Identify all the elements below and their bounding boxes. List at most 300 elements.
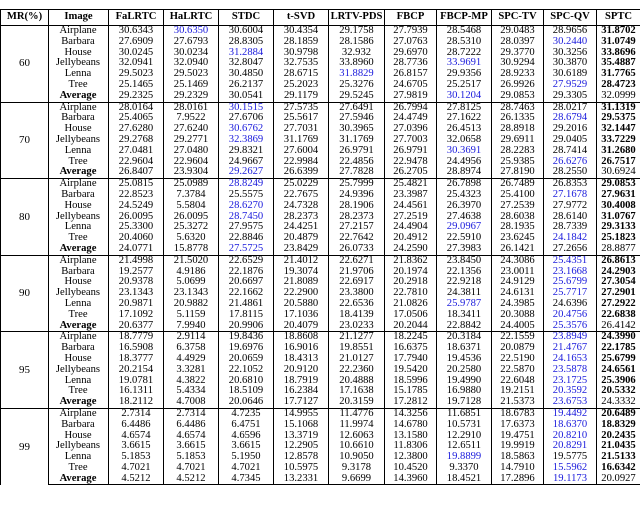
header-row	[1, 10, 640, 26]
average-row	[1, 244, 640, 255]
value-cell: 30.6762	[219, 124, 274, 135]
value-cell: 30.4850	[219, 69, 274, 80]
value-cell: 29.5245	[329, 91, 385, 102]
value-cell: 25.1469	[164, 80, 219, 91]
image-name-cell: Airplane	[49, 255, 109, 266]
header-mr: MR(%)	[1, 10, 49, 26]
value-cell: 11.6851	[437, 408, 492, 419]
value-cell: 25.6799	[597, 354, 640, 365]
value-cell: 25.1823	[597, 233, 640, 244]
value-cell: 7.3784	[164, 190, 219, 201]
value-cell: 20.6489	[597, 408, 640, 419]
value-cell: 31.8829	[329, 69, 385, 80]
value-cell: 21.4012	[274, 255, 329, 266]
value-cell: 5.1950	[219, 452, 274, 463]
value-cell: 32.8047	[219, 58, 274, 69]
value-cell: 22.6536	[329, 299, 385, 310]
value-cell: 29.5023	[109, 69, 164, 80]
table-row	[1, 463, 640, 474]
value-cell: 19.8899	[437, 452, 492, 463]
value-cell: 32.0940	[164, 58, 219, 69]
value-cell: 18.4521	[437, 474, 492, 485]
average-row	[1, 474, 640, 485]
value-cell: 2.7314	[164, 408, 219, 419]
table-row	[1, 354, 640, 365]
value-cell: 28.0217	[544, 102, 597, 113]
value-cell: 18.6371	[437, 343, 492, 354]
value-cell: 29.6970	[385, 48, 437, 59]
value-cell: 12.6511	[437, 441, 492, 452]
value-cell: 13.1580	[385, 430, 437, 441]
value-cell: 31.0767	[597, 212, 640, 223]
value-cell: 28.7450	[219, 212, 274, 223]
image-name-cell: Airplane	[49, 102, 109, 113]
value-cell: 28.2373	[329, 212, 385, 223]
value-cell: 6.3758	[164, 343, 219, 354]
value-cell: 5.1853	[164, 452, 219, 463]
value-cell: 28.7463	[492, 102, 544, 113]
image-name-cell: Tree	[49, 157, 109, 168]
image-name-cell: Tree	[49, 233, 109, 244]
table-row	[1, 146, 640, 157]
missing-ratio-cell: 95	[1, 332, 49, 409]
image-name-cell: Average	[49, 397, 109, 408]
value-cell: 19.4536	[437, 354, 492, 365]
value-cell: 20.2435	[597, 430, 640, 441]
value-cell: 26.1335	[492, 113, 544, 124]
value-cell: 31.0749	[597, 37, 640, 48]
value-cell: 23.1668	[544, 267, 597, 278]
value-cell: 15.5962	[544, 463, 597, 474]
value-cell: 4.9186	[164, 267, 219, 278]
value-cell: 21.4998	[109, 255, 164, 266]
value-cell: 24.3990	[597, 332, 640, 343]
value-cell: 32.3869	[219, 135, 274, 146]
image-name-cell: Lenna	[49, 146, 109, 157]
value-cell: 19.3074	[274, 267, 329, 278]
value-cell: 16.9880	[437, 386, 492, 397]
value-cell: 17.0506	[385, 310, 437, 321]
value-cell: 25.4323	[437, 190, 492, 201]
value-cell: 17.1036	[274, 310, 329, 321]
image-name-cell: House	[49, 277, 109, 288]
value-cell: 26.3970	[437, 201, 492, 212]
value-cell: 28.7222	[437, 48, 492, 59]
value-cell: 4.7021	[164, 463, 219, 474]
average-row	[1, 397, 640, 408]
value-cell: 30.3965	[329, 124, 385, 135]
value-cell: 28.2550	[544, 167, 597, 178]
table-row	[1, 135, 640, 146]
value-cell: 26.2137	[219, 80, 274, 91]
value-cell: 4.3822	[164, 376, 219, 387]
value-cell: 3.6615	[219, 441, 274, 452]
value-cell: 28.7736	[385, 58, 437, 69]
mr-group	[1, 179, 640, 256]
value-cell: 12.2905	[274, 441, 329, 452]
image-name-cell: Tree	[49, 310, 109, 321]
mr-group	[1, 255, 640, 332]
value-cell: 27.2656	[544, 244, 597, 255]
value-cell: 26.6399	[274, 167, 329, 178]
value-cell: 24.4251	[274, 222, 329, 233]
image-name-cell: Jellybeans	[49, 58, 109, 69]
value-cell: 18.7919	[274, 376, 329, 387]
value-cell: 29.2329	[164, 91, 219, 102]
value-cell: 28.4723	[597, 80, 640, 91]
value-cell: 4.7235	[219, 408, 274, 419]
value-cell: 28.5468	[437, 26, 492, 37]
value-cell: 27.5735	[274, 102, 329, 113]
value-cell: 28.6794	[544, 113, 597, 124]
value-cell: 25.1465	[109, 80, 164, 91]
image-name-cell: Airplane	[49, 26, 109, 37]
value-cell: 24.6131	[492, 288, 544, 299]
value-cell: 18.8329	[597, 420, 640, 431]
table-row	[1, 376, 640, 387]
value-cell: 23.6245	[492, 233, 544, 244]
image-name-cell: Average	[49, 91, 109, 102]
value-cell: 31.2680	[597, 146, 640, 157]
value-cell: 16.6375	[385, 343, 437, 354]
value-cell: 26.0733	[329, 244, 385, 255]
value-cell: 29.5375	[597, 113, 640, 124]
value-cell: 30.2440	[544, 37, 597, 48]
value-cell: 20.0879	[492, 343, 544, 354]
value-cell: 9.3178	[329, 463, 385, 474]
value-cell: 31.1769	[329, 135, 385, 146]
header-tsvd: t-SVD	[274, 10, 329, 26]
value-cell: 25.0815	[109, 179, 164, 190]
value-cell: 27.1622	[437, 113, 492, 124]
table-row	[1, 26, 640, 37]
table-row	[1, 233, 640, 244]
value-cell: 24.1653	[544, 354, 597, 365]
value-cell: 22.9984	[274, 157, 329, 168]
image-name-cell: Jellybeans	[49, 441, 109, 452]
value-cell: 25.0989	[164, 179, 219, 190]
value-cell: 20.4060	[109, 233, 164, 244]
value-cell: 18.3411	[437, 310, 492, 321]
image-name-cell: Lenna	[49, 452, 109, 463]
value-cell: 25.5617	[274, 113, 329, 124]
value-cell: 17.6373	[492, 420, 544, 431]
image-name-cell: House	[49, 354, 109, 365]
value-cell: 29.2627	[219, 167, 274, 178]
value-cell: 21.0127	[329, 354, 385, 365]
value-cell: 32.0658	[437, 135, 492, 146]
value-cell: 22.1052	[219, 365, 274, 376]
value-cell: 26.8157	[385, 69, 437, 80]
image-name-cell: House	[49, 430, 109, 441]
value-cell: 24.3985	[492, 299, 544, 310]
value-cell: 19.2577	[109, 267, 164, 278]
value-cell: 25.3300	[109, 222, 164, 233]
value-cell: 16.1311	[109, 386, 164, 397]
value-cell: 3.6615	[109, 441, 164, 452]
value-cell: 20.3184	[437, 332, 492, 343]
value-cell: 28.2373	[274, 212, 329, 223]
value-cell: 30.6004	[219, 26, 274, 37]
value-cell: 20.5880	[274, 299, 329, 310]
value-cell: 28.2283	[492, 146, 544, 157]
value-cell: 24.3811	[437, 288, 492, 299]
value-cell: 30.0245	[109, 48, 164, 59]
value-cell: 17.1092	[109, 310, 164, 321]
value-cell: 23.1343	[164, 288, 219, 299]
value-cell: 26.7489	[492, 179, 544, 190]
value-cell: 25.7717	[544, 288, 597, 299]
value-cell: 20.8291	[544, 441, 597, 452]
value-cell: 5.1159	[164, 310, 219, 321]
value-cell: 27.9772	[544, 201, 597, 212]
value-cell: 23.8450	[437, 255, 492, 266]
table-row	[1, 288, 640, 299]
value-cell: 29.2771	[164, 135, 219, 146]
value-cell: 23.3987	[385, 190, 437, 201]
table-row	[1, 37, 640, 48]
value-cell: 26.8353	[544, 179, 597, 190]
missing-ratio-cell: 60	[1, 26, 49, 103]
value-cell: 27.5946	[329, 113, 385, 124]
image-name-cell: Average	[49, 167, 109, 178]
value-cell: 24.4956	[437, 157, 492, 168]
value-cell: 28.0397	[492, 37, 544, 48]
table-row	[1, 69, 640, 80]
table-row	[1, 58, 640, 69]
value-cell: 12.6063	[329, 430, 385, 441]
value-cell: 25.3576	[544, 321, 597, 332]
mr-group	[1, 408, 640, 485]
value-cell: 32.1447	[597, 124, 640, 135]
value-cell: 20.6377	[109, 321, 164, 332]
value-cell: 27.9575	[219, 222, 274, 233]
value-cell: 29.0967	[437, 222, 492, 233]
image-name-cell: Lenna	[49, 69, 109, 80]
value-cell: 20.3159	[329, 397, 385, 408]
image-name-cell: Jellybeans	[49, 135, 109, 146]
value-cell: 29.2016	[544, 124, 597, 135]
image-name-cell: House	[49, 48, 109, 59]
value-cell: 30.4354	[274, 26, 329, 37]
value-cell: 27.0481	[109, 146, 164, 157]
value-cell: 12.2910	[437, 430, 492, 441]
table-row	[1, 267, 640, 278]
value-cell: 28.1935	[492, 222, 544, 233]
value-cell: 18.8608	[274, 332, 329, 343]
value-cell: 18.2112	[109, 397, 164, 408]
value-cell: 22.1662	[219, 288, 274, 299]
value-cell: 31.1319	[597, 102, 640, 113]
value-cell: 28.0161	[164, 102, 219, 113]
value-cell: 24.6561	[597, 365, 640, 376]
value-cell: 21.9706	[329, 267, 385, 278]
image-name-cell: Jellybeans	[49, 288, 109, 299]
value-cell: 24.6705	[385, 80, 437, 91]
value-cell: 26.8407	[109, 167, 164, 178]
value-cell: 29.2768	[109, 135, 164, 146]
value-cell: 22.4856	[329, 157, 385, 168]
table-row	[1, 124, 640, 135]
value-cell: 18.4139	[329, 310, 385, 321]
value-cell: 28.6140	[544, 212, 597, 223]
value-cell: 27.9819	[385, 91, 437, 102]
value-cell: 28.5310	[437, 37, 492, 48]
value-cell: 20.0927	[597, 474, 640, 485]
value-cell: 20.4888	[329, 376, 385, 387]
value-cell: 24.4904	[385, 222, 437, 233]
value-cell: 30.6350	[164, 26, 219, 37]
value-cell: 35.4887	[597, 58, 640, 69]
value-cell: 3.3281	[164, 365, 219, 376]
value-cell: 10.9050	[329, 452, 385, 463]
table-row	[1, 179, 640, 190]
value-cell: 22.9478	[385, 157, 437, 168]
value-cell: 30.1204	[437, 91, 492, 102]
results-table	[0, 9, 640, 485]
value-cell: 22.8846	[219, 233, 274, 244]
value-cell: 25.3272	[164, 222, 219, 233]
value-cell: 30.1515	[219, 102, 274, 113]
value-cell: 14.6780	[385, 420, 437, 431]
value-cell: 29.6911	[492, 135, 544, 146]
value-cell: 20.6697	[219, 277, 274, 288]
value-cell: 27.1678	[544, 190, 597, 201]
value-cell: 20.1974	[385, 267, 437, 278]
value-cell: 26.7994	[385, 102, 437, 113]
value-cell: 27.6491	[329, 102, 385, 113]
value-cell: 28.8305	[219, 37, 274, 48]
table-row	[1, 201, 640, 212]
value-cell: 28.8974	[437, 167, 492, 178]
value-cell: 19.6976	[219, 343, 274, 354]
value-cell: 27.8125	[437, 102, 492, 113]
value-cell: 30.6924	[597, 167, 640, 178]
value-cell: 27.7003	[385, 135, 437, 146]
value-cell: 10.4520	[385, 463, 437, 474]
header-spc-tv: SPC-TV	[492, 10, 544, 26]
value-cell: 29.0483	[492, 26, 544, 37]
value-cell: 24.4005	[492, 321, 544, 332]
value-cell: 22.8523	[109, 190, 164, 201]
value-cell: 21.5133	[597, 452, 640, 463]
value-cell: 19.9919	[492, 441, 544, 452]
missing-ratio-cell: 90	[1, 255, 49, 332]
value-cell: 22.5870	[492, 365, 544, 376]
value-cell: 20.0646	[219, 397, 274, 408]
value-cell: 30.3870	[544, 58, 597, 69]
value-cell: 21.1277	[329, 332, 385, 343]
value-cell: 17.2812	[385, 397, 437, 408]
value-cell: 26.4513	[437, 124, 492, 135]
value-cell: 24.9129	[492, 277, 544, 288]
value-cell: 25.4821	[385, 179, 437, 190]
value-cell: 29.0853	[597, 179, 640, 190]
value-cell: 28.9233	[492, 69, 544, 80]
value-cell: 29.3770	[492, 48, 544, 59]
value-cell: 21.4861	[219, 299, 274, 310]
value-cell: 26.9926	[492, 80, 544, 91]
value-cell: 20.6810	[219, 376, 274, 387]
value-cell: 28.7339	[544, 222, 597, 233]
value-cell: 23.5878	[544, 365, 597, 376]
value-cell: 29.3305	[544, 91, 597, 102]
value-cell: 16.9016	[274, 343, 329, 354]
value-cell: 27.2157	[329, 222, 385, 233]
value-cell: 20.8210	[544, 430, 597, 441]
value-cell: 4.4929	[164, 354, 219, 365]
header-halrtc: HaLRTC	[164, 10, 219, 26]
value-cell: 25.3276	[329, 80, 385, 91]
value-cell: 22.1876	[219, 267, 274, 278]
value-cell: 4.7021	[219, 463, 274, 474]
value-cell: 10.5975	[274, 463, 329, 474]
image-name-cell: House	[49, 201, 109, 212]
value-cell: 26.4142	[597, 321, 640, 332]
value-cell: 18.7779	[109, 332, 164, 343]
value-cell: 15.1068	[274, 420, 329, 431]
average-row	[1, 167, 640, 178]
value-cell: 22.2900	[274, 288, 329, 299]
header-falrtc: FaLRTC	[109, 10, 164, 26]
header-image: Image	[49, 10, 109, 26]
value-cell: 23.8429	[274, 244, 329, 255]
value-cell: 17.1638	[329, 386, 385, 397]
value-cell: 23.0233	[329, 321, 385, 332]
table-row	[1, 420, 640, 431]
value-cell: 26.2705	[385, 167, 437, 178]
value-cell: 24.2903	[597, 267, 640, 278]
value-cell: 29.0405	[544, 135, 597, 146]
image-name-cell: Tree	[49, 463, 109, 474]
caption-strip	[0, 0, 640, 8]
value-cell: 18.6370	[544, 420, 597, 431]
value-cell: 20.4079	[274, 321, 329, 332]
value-cell: 24.5249	[109, 201, 164, 212]
value-cell: 30.6189	[544, 69, 597, 80]
table-row	[1, 310, 640, 321]
value-cell: 20.3088	[492, 310, 544, 321]
value-cell: 3.6615	[164, 441, 219, 452]
value-cell: 29.5023	[164, 69, 219, 80]
value-cell: 28.1859	[274, 37, 329, 48]
value-cell: 24.3332	[597, 397, 640, 408]
value-cell: 19.5420	[385, 365, 437, 376]
value-cell: 23.1343	[109, 288, 164, 299]
value-cell: 30.9798	[274, 48, 329, 59]
value-cell: 27.8190	[492, 167, 544, 178]
value-cell: 27.6909	[109, 37, 164, 48]
value-cell: 18.5996	[385, 376, 437, 387]
missing-ratio-cell: 80	[1, 179, 49, 256]
value-cell: 23.9304	[164, 167, 219, 178]
value-cell: 27.4638	[437, 212, 492, 223]
value-cell: 25.0229	[274, 179, 329, 190]
header-stdc: STDC	[219, 10, 274, 26]
value-cell: 28.8877	[597, 244, 640, 255]
value-cell: 4.7008	[164, 397, 219, 408]
table-row	[1, 277, 640, 288]
image-name-cell: Barbara	[49, 37, 109, 48]
value-cell: 28.6270	[219, 201, 274, 212]
value-cell: 9.6699	[329, 474, 385, 485]
value-cell: 22.6048	[492, 376, 544, 387]
value-cell: 24.3086	[492, 255, 544, 266]
value-cell: 22.9604	[109, 157, 164, 168]
value-cell: 4.6574	[164, 430, 219, 441]
value-cell: 23.6753	[544, 397, 597, 408]
value-cell: 29.2325	[109, 91, 164, 102]
